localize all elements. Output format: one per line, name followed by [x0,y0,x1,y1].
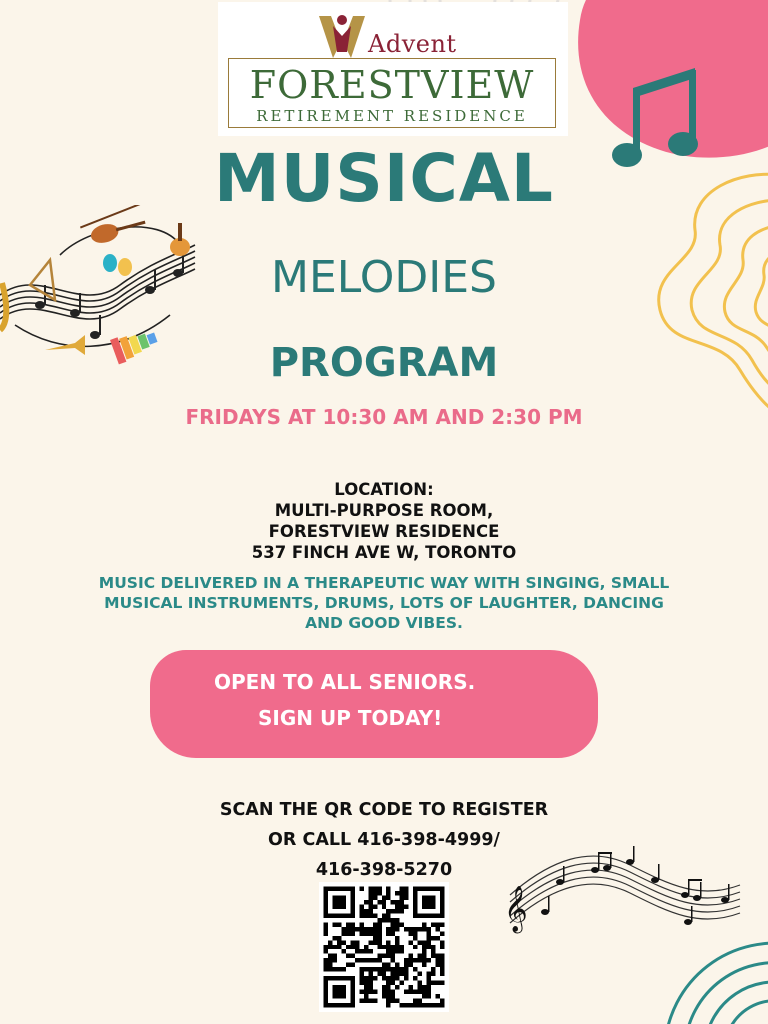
headline-program: PROGRAM [269,340,499,386]
qr-code-graphic [319,882,449,1012]
cta-line: OPEN TO ALL SENIORS. [214,670,476,694]
teal-arcs-decoration [655,925,768,1024]
logo-advent: Advent [368,30,457,58]
description [0,573,768,633]
call-to-action-banner [150,650,598,758]
schedule: FRIDAYS AT 10:30 AM AND 2:30 PM [185,405,583,429]
register-line: SCAN THE QR CODE TO REGISTER [219,800,549,820]
description-line: AND GOOD VIBES. [305,614,463,632]
logo-name: FORESTVIEW [249,63,535,107]
location-label: LOCATION: [334,480,434,499]
register-phone: 416-398-5270 [315,860,453,880]
logo-subtitle: RETIREMENT RESIDENCE [256,107,528,125]
headline-melodies: MELODIES [271,252,497,303]
register-phone: OR CALL 416-398-4999/ [268,830,500,850]
location-line: MULTI-PURPOSE ROOM, [274,501,494,520]
description-line: MUSIC DELIVERED IN A THERAPEUTIC WAY WITH SINGING, SMALL [98,574,670,592]
description-line: MUSICAL INSTRUMENTS, DRUMS, LOTS OF LAUGHTER, DANCING [104,594,664,612]
location-line: FORESTVIEW RESIDENCE [268,522,500,541]
logo [218,2,568,136]
praying-hands-logo-icon [313,12,371,60]
location-line: 537 FINCH AVE W, TORONTO [251,543,517,562]
qr-code[interactable] [319,882,449,1012]
location-block [0,479,768,563]
headline-musical: MUSICAL [214,140,554,217]
svg-text:𝄞: 𝄞 [504,886,528,932]
cta-line: SIGN UP TODAY! [258,706,443,730]
logo-frame [228,58,556,128]
